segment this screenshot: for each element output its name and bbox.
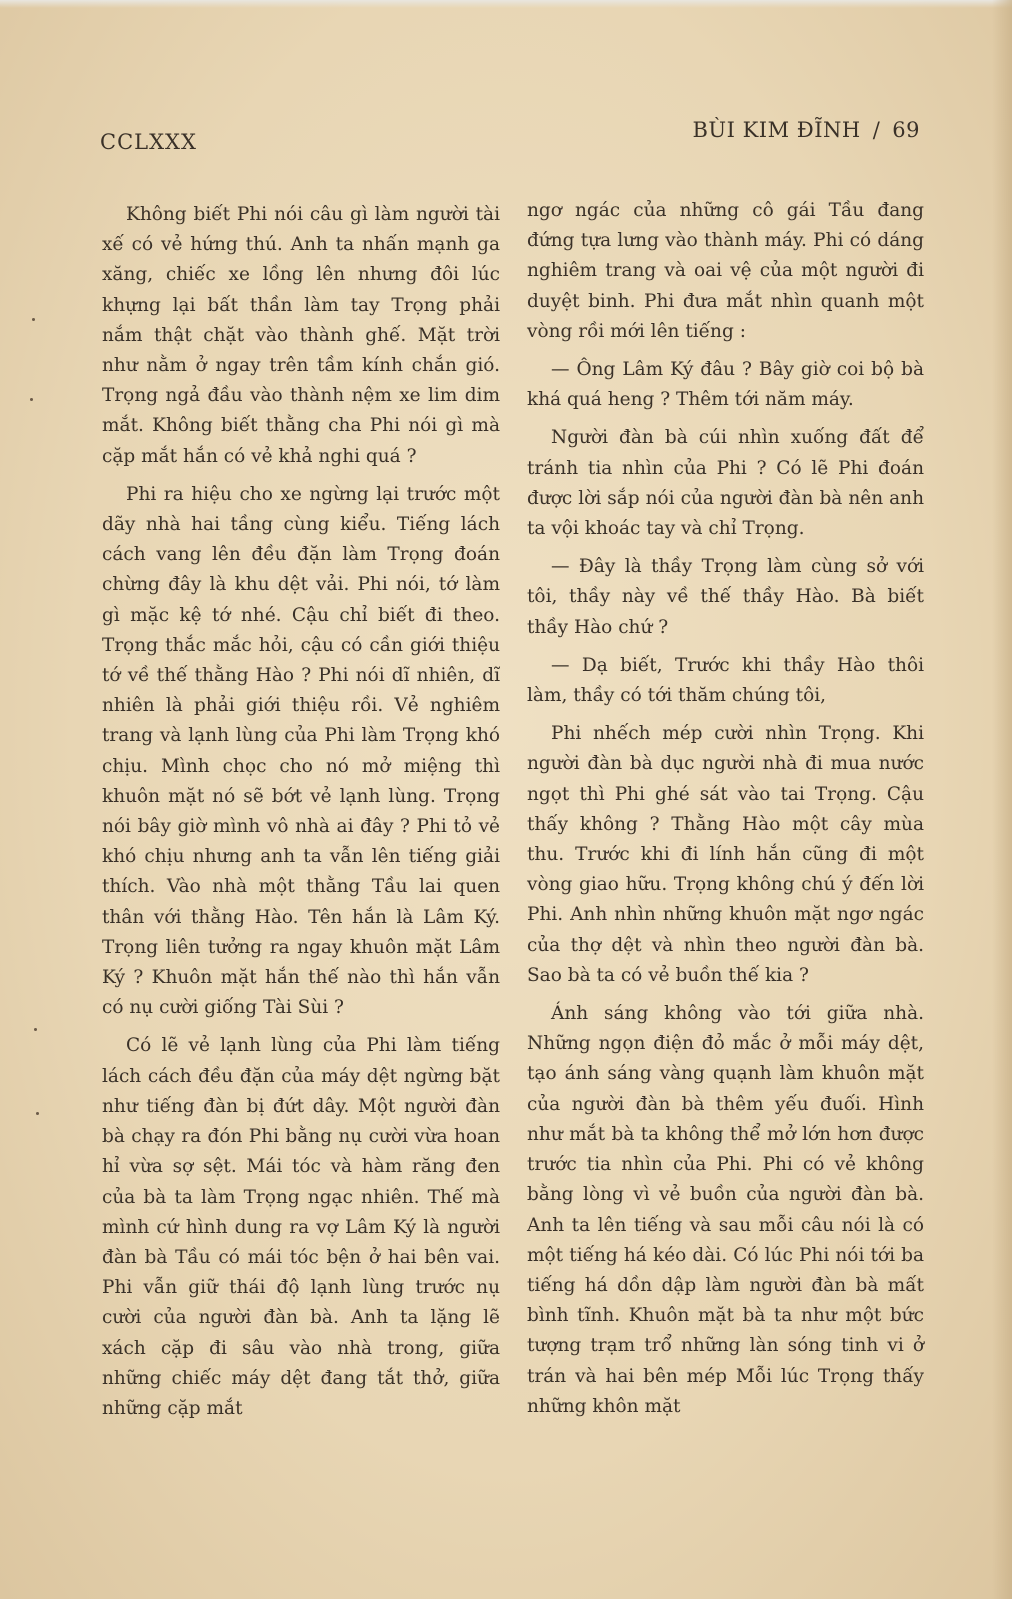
paragraph: Người đàn bà cúi nhìn xuống đất để tránh tia nhìn của Phi ? Có lẽ Phi đoán được lời sắp nói của người đàn bà nên anh ta vội khoác tay và chỉ Trọng. (527, 427, 924, 540)
paragraph: Phi ra hiệu cho xe ngừng lại trước một dãy nhà hai tầng cùng kiểu. Tiếng lách cách vang lên đều đặn làm Trọng đoán chừng đây là khu dệt vải. Phi nói, tớ làm gì mặc kệ tớ nhé. Cậu chỉ biết đi theo. Trọng thắc mắc hỏi, cậu có cần giới thiệu tớ về thế thằng Hào ? Phi nói dĩ nhiên, dĩ nhiên là phải giới thiệu rồi. Vẻ nghiêm trang và lạnh lùng của Phi làm Trọng khó chịu. Mình chọc cho nó mở miệng thì khuôn mặt nó sẽ bớt vẻ lạnh lùng. Trọng nói bây giờ mình vô nhà ai đây ? Phi tỏ vẻ khó chịu nhưng anh ta vẫn lên tiếng giải thích. Vào nhà một thằng Tầu lai quen thân với thằng Hào. Tên hắn là Lâm Ký. Trọng liên tưởng ra ngay khuôn mặt Lâm Ký ? Khuôn mặt hắn thế nào thì hắn vẫn có nụ cười giống Tài Sùi ? (102, 483, 500, 1019)
margin-speck (34, 1028, 37, 1031)
margin-speck (36, 1112, 39, 1115)
author-name: BÙI KIM ĐĨNH (692, 118, 861, 142)
left-column (102, 200, 500, 1432)
running-head-chapter: CCLXXX (100, 130, 197, 154)
margin-speck (32, 318, 35, 321)
right-column (527, 196, 924, 1430)
running-head-author (692, 118, 920, 142)
paragraph: Không biết Phi nói câu gì làm người tài xế có vẻ hứng thú. Anh ta nhấn mạnh ga xăng, chiếc xe lồng lên nhưng đôi lúc khựng lại bất thần làm tay Trọng phải nắm thật chặt vào thành ghế. Mặt trời như nằm ở ngay trên tầm kính chắn gió. Trọng ngả đầu vào thành nệm xe lim dim mắt. Không biết thằng cha Phi nói gì mà cặp mắt hắn có vẻ khả nghi quá ? (102, 204, 500, 467)
dialogue-line: — Dạ biết, Trước khi thầy Hào thôi làm, thầy có tới thăm chúng tôi, (527, 654, 924, 707)
page-top-edge (0, 0, 1012, 8)
margin-speck (30, 398, 33, 401)
header-separator: / (872, 118, 881, 142)
paragraph: ngơ ngác của những cô gái Tầu đang đứng tựa lưng vào thành máy. Phi có dáng nghiêm trang và oai vệ của một người đi duyệt binh. Phi đưa mắt nhìn quanh một vòng rồi mới lên tiếng : (527, 200, 924, 342)
paragraph: Phi nhếch mép cười nhìn Trọng. Khi người đàn bà dục người nhà đi mua nước ngọt thì Phi ghé sát vào tai Trọng. Cậu thấy không ? Thằng Hào một cây mùa thu. Trước khi đi lính hắn cũng đi một vòng giao hữu. Trọng không chú ý đến lời Phi. Anh nhìn những khuôn mặt ngơ ngác của thợ dệt và nhìn theo người đàn bà. Sao bà ta có vẻ buồn thế kia ? (527, 723, 924, 986)
page-right-edge (992, 0, 1012, 1599)
paragraph: Có lẽ vẻ lạnh lùng của Phi làm tiếng lách cách đều đặn của máy dệt ngừng bặt như tiếng đàn bị đứt dây. Một người đàn bà chạy ra đón Phi bằng nụ cười vừa hoan hỉ vừa sợ sệt. Mái tóc và hàm răng đen của bà ta làm Trọng ngạc nhiên. Thế mà mình cứ hình dung ra vợ Lâm Ký là người đàn bà Tầu có mái tóc bện ở hai bên vai. Phi vẫn giữ thái độ lạnh lùng trước nụ cười của người đàn bà. Anh ta lặng lẽ xách cặp đi sâu vào nhà trong, giữa những chiếc máy dệt đang tắt thở, giữa những cặp mắt (102, 1035, 500, 1419)
dialogue-line: — Ông Lâm Ký đâu ? Bây giờ coi bộ bà khá quá heng ? Thêm tới năm máy. (527, 359, 924, 411)
dialogue-line: — Đây là thầy Trọng làm cùng sở với tôi, thầy này về thế thầy Hào. Bà biết thầy Hào chứ ? (527, 556, 924, 638)
paragraph: Ánh sáng không vào tới giữa nhà. Những ngọn điện đỏ mắc ở mỗi máy dệt, tạo ánh sáng vàng quạnh làm khuôn mặt của người đàn bà thêm yếu đuối. Hình như mắt bà ta không thể mở lớn hơn được trước tia nhìn của Phi. Phi có vẻ không bằng lòng vì vẻ buồn của người đàn bà. Anh ta lên tiếng và sau mỗi câu nói là có một tiếng há kéo dài. Có lúc Phi nói tới ba tiếng há dồn dập làm người đàn bà mất bình tĩnh. Khuôn mặt bà ta như một bức tượng trạm trổ những làn sóng tinh vi ở trán và hai bên mép Mỗi lúc Trọng thấy những khôn mặt (527, 1003, 924, 1417)
page-number: 69 (892, 118, 920, 142)
